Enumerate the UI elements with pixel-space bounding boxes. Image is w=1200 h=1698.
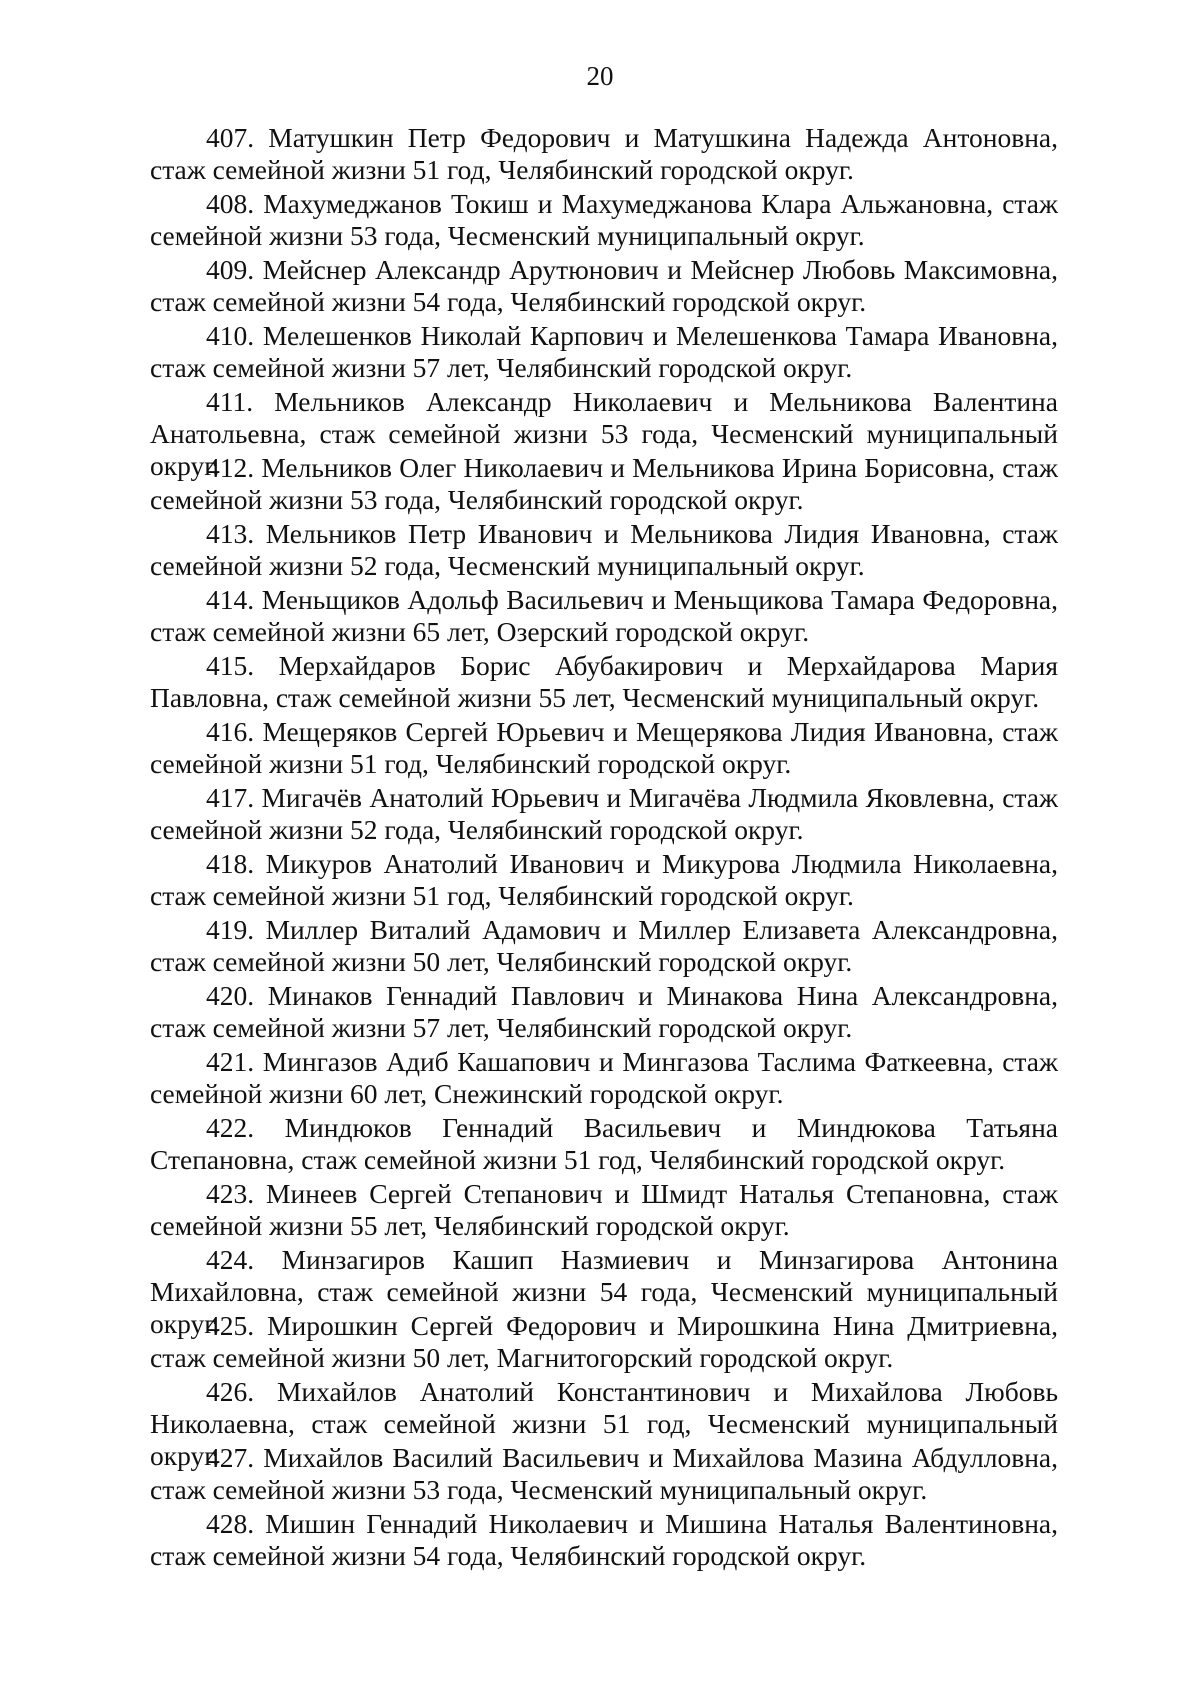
list-entry: 420. Минаков Геннадий Павлович и Минакова Нина Александровна, стаж семейной жизни 57 лет, Челябинский городской округ. xyxy=(150,980,1058,1043)
list-entry: 412. Мельников Олег Николаевич и Мельникова Ирина Борисовна, стаж семейной жизни 53 года, Челябинский городской округ. xyxy=(150,452,1058,515)
list-entry: 411. Мельников Александр Николаевич и Мельникова Валентина Анатольевна, стаж семейной жизни 53 года, Чесменский муниципальный округ. xyxy=(150,386,1058,481)
list-entry: 424. Минзагиров Кашип Назмиевич и Минзагирова Антонина Михайловна, стаж семейной жизни 54 года, Чесменский муниципальный округ. xyxy=(150,1244,1058,1339)
list-entry: 413. Мельников Петр Иванович и Мельникова Лидия Ивановна, стаж семейной жизни 52 года, Чесменский муниципальный округ. xyxy=(150,518,1058,581)
entry-list xyxy=(150,122,1058,1574)
list-entry: 410. Мелешенков Николай Карпович и Мелешенкова Тамара Ивановна, стаж семейной жизни 57 лет, Челябинский городской округ. xyxy=(150,320,1058,383)
list-entry: 419. Миллер Виталий Адамович и Миллер Елизавета Александровна, стаж семейной жизни 50 лет, Челябинский городской округ. xyxy=(150,914,1058,977)
list-entry: 415. Мерхайдаров Борис Абубакирович и Мерхайдарова Мария Павловна, стаж семейной жизни 55 лет, Чесменский муниципальный округ. xyxy=(150,650,1058,713)
list-entry: 422. Миндюков Геннадий Васильевич и Миндюкова Татьяна Степановна, стаж семейной жизни 51 год, Челябинский городской округ. xyxy=(150,1112,1058,1175)
list-entry: 407. Матушкин Петр Федорович и Матушкина Надежда Антоновна, стаж семейной жизни 51 год, Челябинский городской округ. xyxy=(150,122,1058,185)
page-number: 20 xyxy=(586,61,614,91)
list-entry: 421. Мингазов Адиб Кашапович и Мингазова Таслима Фаткеевна, стаж семейной жизни 60 лет, Снежинский городской округ. xyxy=(150,1046,1058,1109)
list-entry: 423. Минеев Сергей Степанович и Шмидт Наталья Степановна, стаж семейной жизни 55 лет, Челябинский городской округ. xyxy=(150,1178,1058,1241)
list-entry: 427. Михайлов Василий Васильевич и Михайлова Мазина Абдулловна, стаж семейной жизни 53 года, Чесменский муниципальный округ. xyxy=(150,1442,1058,1505)
list-entry: 426. Михайлов Анатолий Константинович и Михайлова Любовь Николаевна, стаж семейной жизни 51 год, Чесменский муниципальный округ. xyxy=(150,1376,1058,1471)
list-entry: 418. Микуров Анатолий Иванович и Микурова Людмила Николаевна, стаж семейной жизни 51 год, Челябинский городской округ. xyxy=(150,848,1058,911)
list-entry: 417. Мигачёв Анатолий Юрьевич и Мигачёва Людмила Яковлевна, стаж семейной жизни 52 года, Челябинский городской округ. xyxy=(150,782,1058,845)
list-entry: 425. Мирошкин Сергей Федорович и Мирошкина Нина Дмитриевна, стаж семейной жизни 50 лет, Магнитогорский городской округ. xyxy=(150,1310,1058,1373)
list-entry: 416. Мещеряков Сергей Юрьевич и Мещерякова Лидия Ивановна, стаж семейной жизни 51 год, Челябинский городской округ. xyxy=(150,716,1058,779)
list-entry: 414. Меньщиков Адольф Васильевич и Меньщикова Тамара Федоровна, стаж семейной жизни 65 лет, Озерский городской округ. xyxy=(150,584,1058,647)
list-entry: 408. Махумеджанов Токиш и Махумеджанова Клара Альжановна, стаж семейной жизни 53 года, Чесменский муниципальный округ. xyxy=(150,188,1058,251)
list-entry: 409. Мейснер Александр Арутюнович и Мейснер Любовь Максимовна, стаж семейной жизни 54 года, Челябинский городской округ. xyxy=(150,254,1058,317)
list-entry: 428. Мишин Геннадий Николаевич и Мишина Наталья Валентиновна, стаж семейной жизни 54 года, Челябинский городской округ. xyxy=(150,1508,1058,1571)
